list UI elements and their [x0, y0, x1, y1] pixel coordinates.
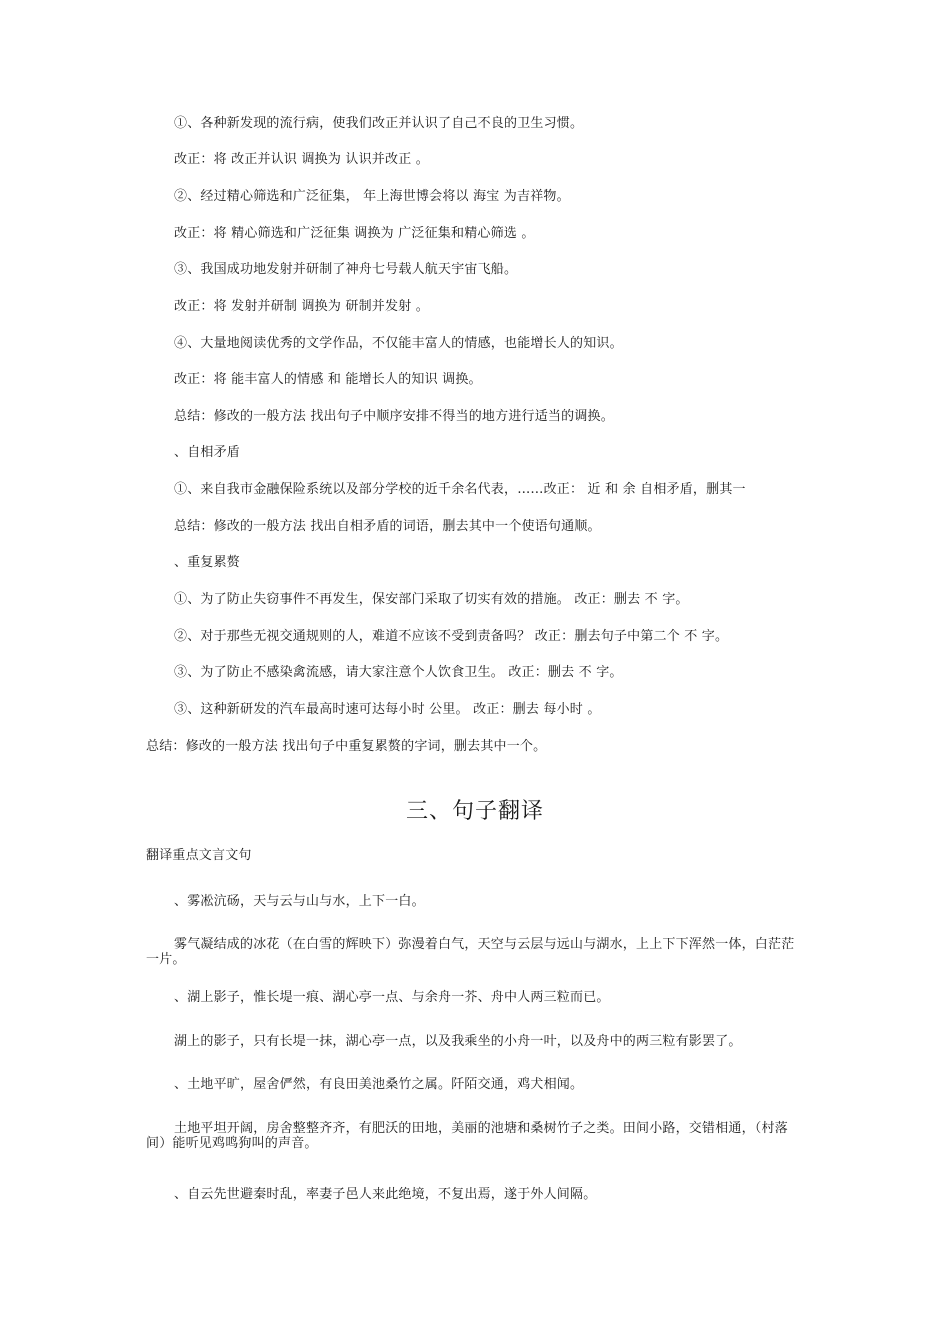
summary-line: 总结：修改的一般方法 找出自相矛盾的词语，删去其中一个使语句通顺。	[174, 519, 601, 534]
correction-line: 改正：将 改正并认识 调换为 认识并改正 。	[174, 152, 429, 167]
classical-sentence: 、湖上影子，惟长堤一痕、湖心亭一点、与余舟一芥、舟中人两三粒而已。	[174, 990, 610, 1005]
summary-line: 总结：修改的一般方法 找出句子中重复累赘的字词，删去其中一个。	[146, 739, 547, 754]
example-line: ③、这种新研发的汽车最高时速可达每小时 公里。 改正：删去 每小时 。	[174, 702, 601, 717]
example-line: ①、来自我市金融保险系统以及部分学校的近千余名代表，……改正： 近 和 余 自相矛盾，删其一	[174, 482, 746, 497]
section-title: 三、句子翻译	[405, 799, 544, 824]
summary-line: 总结：修改的一般方法 找出句子中顺序安排不得当的地方进行适当的调换。	[174, 409, 614, 424]
translation-paragraph: 雾气凝结成的冰花（在白雪的辉映下）弥漫着白气，天空与云层与远山与湖水，上上下下浑然一体，白茫茫一片。	[146, 937, 795, 967]
translation-paragraph: 湖上的影子，只有长堤一抹，湖心亭一点，以及我乘坐的小舟一叶，以及舟中的两三粒有影罢了。	[174, 1034, 742, 1049]
subheading: 、重复累赘	[174, 555, 241, 570]
example-line: ①、各种新发现的流行病，使我们改正并认识了自己不良的卫生习惯。	[174, 116, 584, 131]
classical-sentence: 、土地平旷，屋舍俨然，有良田美池桑竹之属。阡陌交通，鸡犬相闻。	[174, 1077, 584, 1092]
subheading: 、自相矛盾	[174, 445, 241, 460]
example-line: ①、为了防止失窃事件不再发生，保安部门采取了切实有效的措施。 改正：删去 不 字。	[174, 592, 689, 607]
translation-paragraph: 土地平坦开阔，房舍整整齐齐，有肥沃的田地，美丽的池塘和桑树竹子之类。田间小路，交错相通，（村落间）能听见鸡鸣狗叫的声音。	[146, 1121, 788, 1151]
classical-sentence: 、自云先世避秦时乱，率妻子邑人来此绝境，不复出焉，遂于外人间隔。	[174, 1187, 597, 1202]
correction-line: 改正：将 精心筛选和广泛征集 调换为 广泛征集和精心筛选 。	[174, 226, 535, 241]
classical-sentence: 、雾凇沆砀，天与云与山与水，上下一白。	[174, 894, 425, 909]
example-line: ④、大量地阅读优秀的文学作品，不仅能丰富人的情感，也能增长人的知识。	[174, 336, 623, 351]
correction-line: 改正：将 发射并研制 调换为 研制并发射 。	[174, 299, 429, 314]
example-line: ③、我国成功地发射并研制了神舟七号载人航天宇宙飞船。	[174, 262, 518, 277]
section-subtitle: 翻译重点文言文句	[146, 848, 252, 863]
example-line: ②、经过精心筛选和广泛征集， 年上海世博会将以 海宝 为吉祥物。	[174, 189, 570, 204]
correction-line: 改正：将 能丰富人的情感 和 能增长人的知识 调换。	[174, 372, 482, 387]
example-line: ②、对于那些无视交通规则的人，难道不应该不受到责备吗？ 改正：删去句子中第二个 不 字。	[174, 629, 729, 644]
example-line: ③、为了防止不感染禽流感，请大家注意个人饮食卫生。 改正：删去 不 字。	[174, 665, 623, 680]
